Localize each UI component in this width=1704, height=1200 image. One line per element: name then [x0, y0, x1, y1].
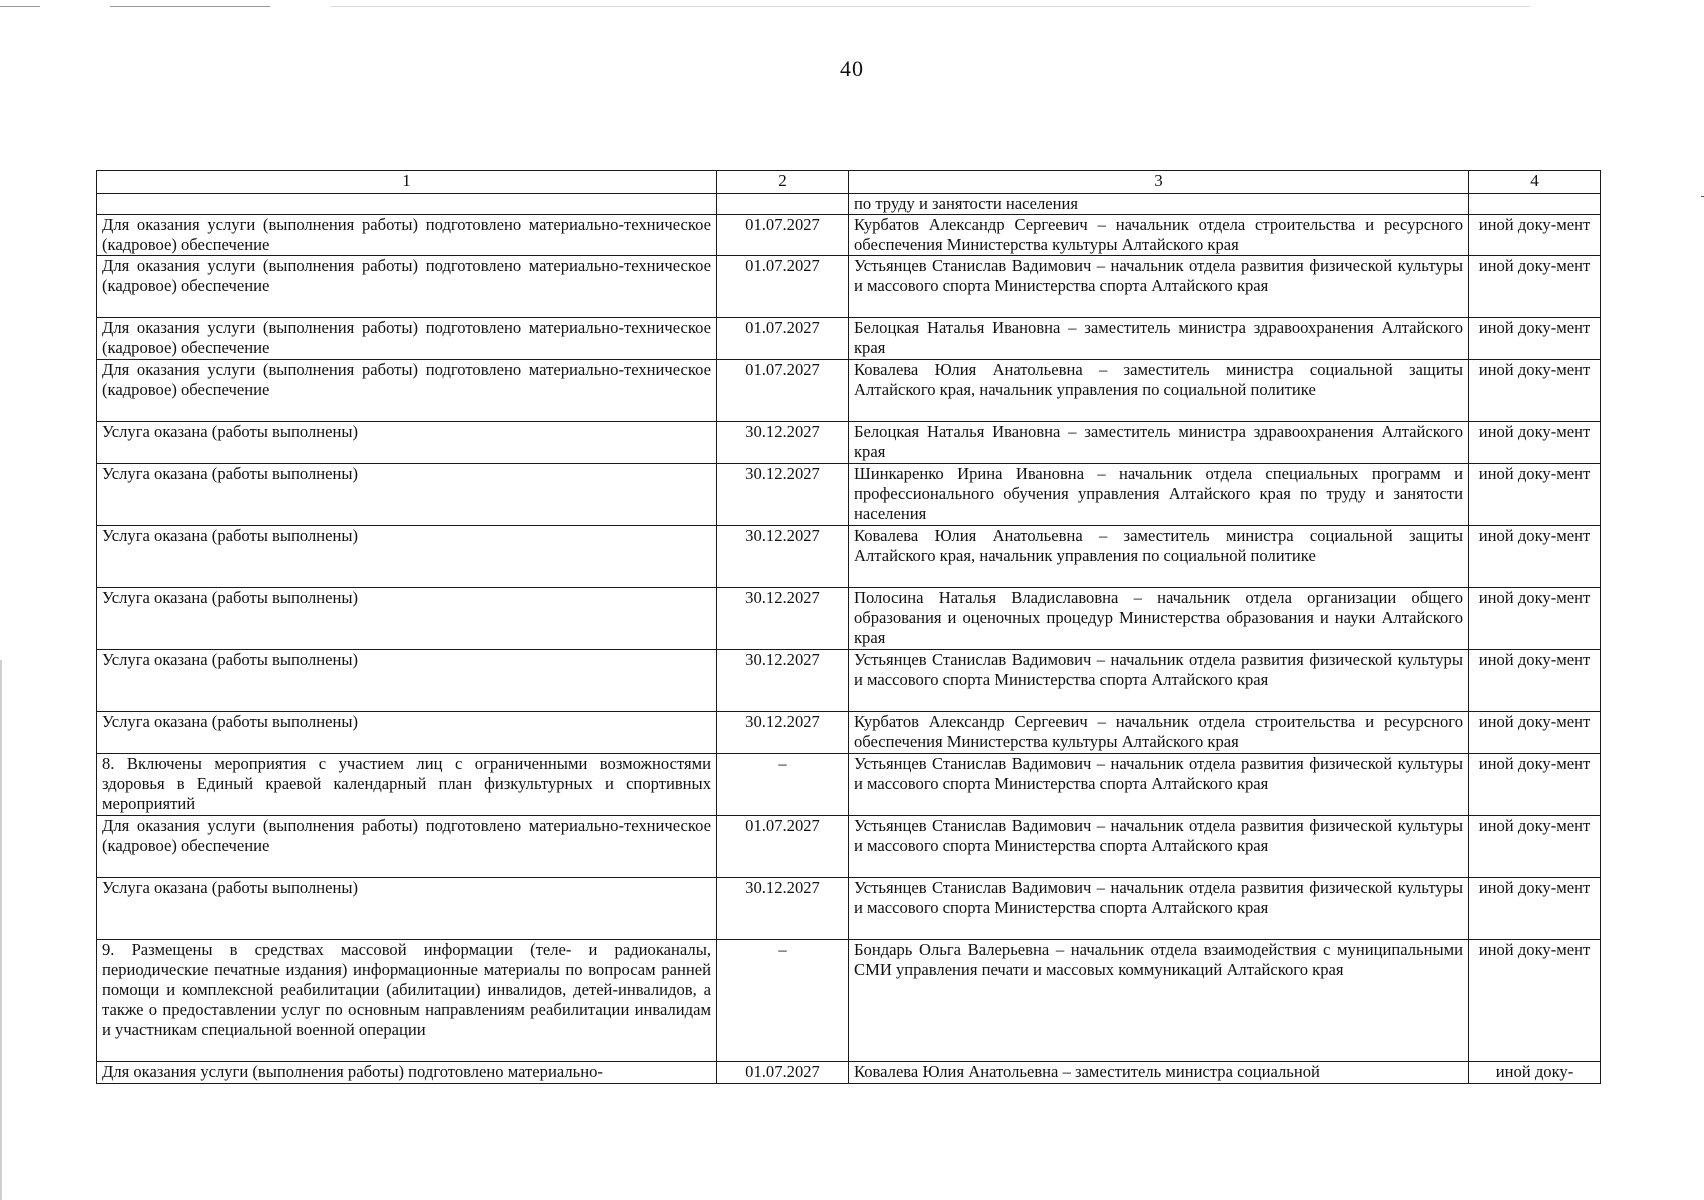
date-cell: 01.07.2027	[717, 318, 849, 360]
date-cell: 01.07.2027	[717, 1062, 849, 1084]
document-type-cell: иной доку-мент	[1469, 464, 1601, 526]
date-cell: –	[717, 754, 849, 816]
event-cell: 8. Включены мероприятия с участием лиц с ограниченными возможностями здоровья в Единый краевой календарный план физкультурных и спортивных мероприятий	[97, 754, 717, 816]
document-type-cell: иной доку-мент	[1469, 878, 1601, 940]
date-cell	[717, 194, 849, 215]
event-cell: Услуга оказана (работы выполнены)	[97, 464, 717, 526]
scan-edge-mark	[0, 6, 40, 7]
table-row	[97, 650, 1601, 712]
table-row	[97, 588, 1601, 650]
table-row	[97, 360, 1601, 422]
responsible-cell: Устьянцев Станислав Вадимович – начальник отдела развития физической культуры и массового спорта Министерства спорта Алтайского края	[849, 878, 1469, 940]
responsible-cell: Курбатов Александр Сергеевич – начальник отдела строительства и ресурсного обеспечения Министерства культуры Алтайского края	[849, 215, 1469, 256]
table-row	[97, 422, 1601, 464]
date-cell: 01.07.2027	[717, 360, 849, 422]
responsible-cell: Полосина Наталья Владиславовна – начальник отдела организации общего образования и оценочных процедур Министерства образования и науки Алтайского края	[849, 588, 1469, 650]
document-type-cell: иной доку-мент	[1469, 650, 1601, 712]
table-row	[97, 712, 1601, 754]
scan-edge-mark	[110, 6, 270, 7]
responsible-cell: по труду и занятости населения	[849, 194, 1469, 215]
event-cell: Для оказания услуги (выполнения работы) подготовлено материально-техническое (кадровое) обеспечение	[97, 215, 717, 256]
document-type-cell: иной доку-мент	[1469, 712, 1601, 754]
table-row	[97, 256, 1601, 318]
scan-fold-shadow	[0, 660, 2, 1200]
event-cell: Для оказания услуги (выполнения работы) подготовлено материально-техническое (кадровое) обеспечение	[97, 256, 717, 318]
table-row	[97, 940, 1601, 1062]
responsible-cell: Ковалева Юлия Анатольевна – заместитель министра социальной защиты Алтайского края, начальник управления по социальной политике	[849, 526, 1469, 588]
responsible-cell: Устьянцев Станислав Вадимович – начальник отдела развития физической культуры и массового спорта Министерства спорта Алтайского края	[849, 816, 1469, 878]
table-row	[97, 1062, 1601, 1084]
responsible-cell: Устьянцев Станислав Вадимович – начальник отдела развития физической культуры и массового спорта Министерства спорта Алтайского края	[849, 650, 1469, 712]
column-header: 1	[97, 171, 717, 194]
column-header: 2	[717, 171, 849, 194]
document-type-cell	[1469, 194, 1601, 215]
table-header-row	[97, 171, 1601, 194]
table-row	[97, 526, 1601, 588]
document-type-cell: иной доку-	[1469, 1062, 1601, 1084]
date-cell: 30.12.2027	[717, 464, 849, 526]
table-row	[97, 816, 1601, 878]
table-row	[97, 318, 1601, 360]
event-cell: Услуга оказана (работы выполнены)	[97, 878, 717, 940]
responsible-cell: Бондарь Ольга Валерьевна – начальник отдела взаимодействия с муниципальными СМИ управления печати и массовых коммуникаций Алтайского края	[849, 940, 1469, 1062]
document-type-cell: иной доку-мент	[1469, 422, 1601, 464]
date-cell: 01.07.2027	[717, 215, 849, 256]
document-type-cell: иной доку-мент	[1469, 318, 1601, 360]
event-cell: Услуга оказана (работы выполнены)	[97, 526, 717, 588]
event-cell: Для оказания услуги (выполнения работы) подготовлено материально-техническое (кадровое) обеспечение	[97, 816, 717, 878]
event-cell: Для оказания услуги (выполнения работы) подготовлено материально-	[97, 1062, 717, 1084]
date-cell: –	[717, 940, 849, 1062]
event-cell: Для оказания услуги (выполнения работы) подготовлено материально-техническое (кадровое) обеспечение	[97, 318, 717, 360]
event-cell: 9. Размещены в средствах массовой информации (теле- и радиоканалы, периодические печатные издания) информационные материалы по вопросам ранней помощи и комплексной реабилитации (абилитации) инвалидов, детей-инвалидов, а также о предоставлении услуг по основным направлениям реабилитации инвалидам и участникам специальной военной операции	[97, 940, 717, 1062]
date-cell: 01.07.2027	[717, 816, 849, 878]
table-row	[97, 878, 1601, 940]
column-header: 4	[1469, 171, 1601, 194]
table-row	[97, 754, 1601, 816]
responsible-cell: Шинкаренко Ирина Ивановна – начальник отдела специальных программ и профессионального обучения управления Алтайского края по труду и занятости населения	[849, 464, 1469, 526]
document-type-cell: иной доку-мент	[1469, 360, 1601, 422]
date-cell: 30.12.2027	[717, 588, 849, 650]
responsible-cell: Белоцкая Наталья Ивановна – заместитель министра здравоохранения Алтайского края	[849, 422, 1469, 464]
document-type-cell: иной доку-мент	[1469, 940, 1601, 1062]
date-cell: 30.12.2027	[717, 526, 849, 588]
responsible-cell: Белоцкая Наталья Ивановна – заместитель министра здравоохранения Алтайского края	[849, 318, 1469, 360]
event-cell: Для оказания услуги (выполнения работы) подготовлено материально-техническое (кадровое) обеспечение	[97, 360, 717, 422]
document-type-cell: иной доку-мент	[1469, 588, 1601, 650]
date-cell: 30.12.2027	[717, 422, 849, 464]
event-cell: Услуга оказана (работы выполнены)	[97, 650, 717, 712]
date-cell: 30.12.2027	[717, 878, 849, 940]
event-cell: Услуга оказана (работы выполнены)	[97, 422, 717, 464]
document-type-cell: иной доку-мент	[1469, 215, 1601, 256]
document-type-cell: иной доку-мент	[1469, 816, 1601, 878]
date-cell: 30.12.2027	[717, 712, 849, 754]
column-header: 3	[849, 171, 1469, 194]
responsible-cell: Курбатов Александр Сергеевич – начальник отдела строительства и ресурсного обеспечения Министерства культуры Алтайского края	[849, 712, 1469, 754]
page-number: 40	[840, 56, 864, 81]
responsible-cell: Ковалева Юлия Анатольевна – заместитель министра социальной защиты Алтайского края, начальник управления по социальной политике	[849, 360, 1469, 422]
table-row	[97, 194, 1601, 215]
date-cell: 01.07.2027	[717, 256, 849, 318]
date-cell: 30.12.2027	[717, 650, 849, 712]
responsible-cell: Устьянцев Станислав Вадимович – начальник отдела развития физической культуры и массового спорта Министерства спорта Алтайского края	[849, 754, 1469, 816]
document-table	[96, 170, 1601, 1084]
document-type-cell: иной доку-мент	[1469, 526, 1601, 588]
event-cell: Услуга оказана (работы выполнены)	[97, 588, 717, 650]
table-row	[97, 464, 1601, 526]
responsible-cell: Устьянцев Станислав Вадимович – начальник отдела развития физической культуры и массового спорта Министерства спорта Алтайского края	[849, 256, 1469, 318]
event-cell	[97, 194, 717, 215]
responsible-cell: Ковалева Юлия Анатольевна – заместитель министра социальной	[849, 1062, 1469, 1084]
scan-edge-mark	[330, 6, 1530, 7]
table-row	[97, 215, 1601, 256]
event-cell: Услуга оказана (работы выполнены)	[97, 712, 717, 754]
document-type-cell: иной доку-мент	[1469, 754, 1601, 816]
document-type-cell: иной доку-мент	[1469, 256, 1601, 318]
